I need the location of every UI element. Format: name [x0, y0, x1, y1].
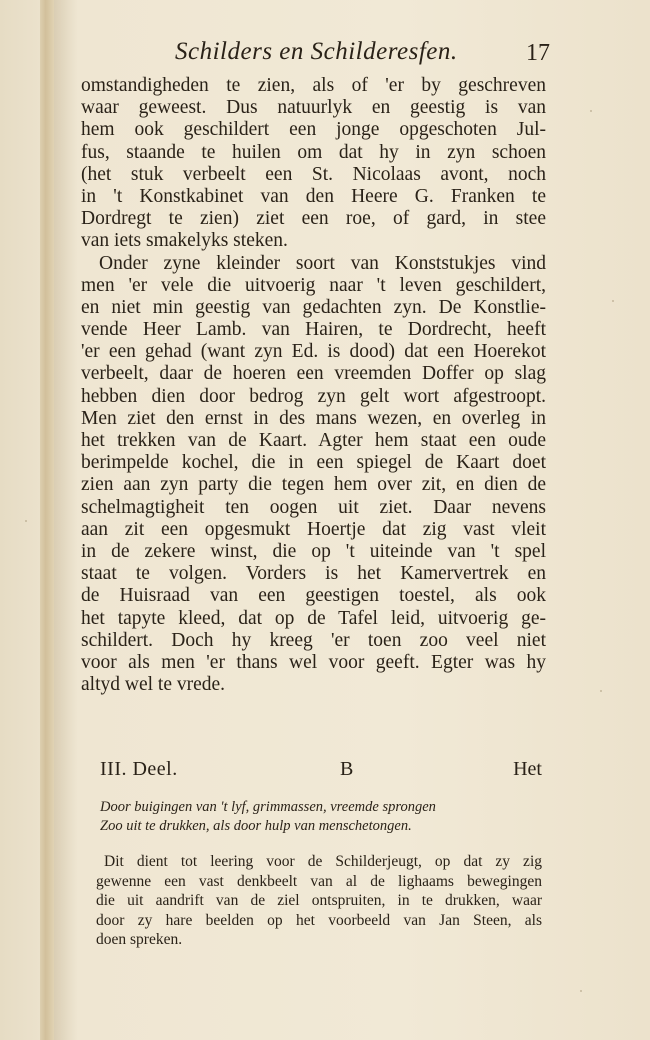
body-line: hebben dien door bedrog zyn gelt wort afgestroopt. [81, 385, 546, 407]
body-line: aan zit een opgesmukt Hoertje dat zig vast vleit [81, 518, 546, 540]
footnote-block [96, 852, 542, 950]
body-line: de Huisraad van een geestigen toestel, als ook [81, 585, 546, 607]
body-line: berimpelde kochel, die in een spiegel de Kaart doet [81, 452, 546, 474]
page-header [80, 38, 550, 68]
body-line: fus, staande te huilen om dat hy in zyn schoen [81, 141, 546, 163]
body-line: schelmagtigheit ten oogen uit ziet. Daar nevens [81, 496, 546, 518]
body-line: zien aan zyn party die tegen hem over zit, en dien de [81, 474, 546, 496]
paper-speck [580, 990, 582, 992]
body-line: altyd wel te vrede. [81, 674, 226, 696]
page-gutter [40, 0, 54, 1040]
body-line: hem ook geschildert een jonge opgeschoten Jul- [81, 119, 546, 141]
body-line: van iets smakelyks steken. [81, 230, 288, 252]
body-line: men 'er vele die uitvoerig naar 't leven geschildert, [81, 274, 546, 296]
paper-speck [590, 110, 592, 112]
footnote-line: Dit dient tot leering voor de Schilderjeugt, op dat zy zig [104, 853, 542, 870]
running-title: Schilders en Schilderesfen. [175, 38, 458, 65]
body-line: het tapyte kleed, dat op de Tafel leid, uitvoerig ge- [81, 607, 546, 629]
verse-line: Zoo uit te drukken, als door hulp van menschetongen. [100, 818, 412, 834]
body-text [81, 75, 546, 696]
footnote-line: doen spreken. [96, 931, 183, 948]
catchword: Het [513, 758, 542, 780]
footnote-line: door zy hare beelden op het voorbeeld van Jan Steen, als [96, 911, 542, 929]
footnote-line: gewenne een vast denkbeelt van al de lighaams bewegingen [96, 872, 542, 890]
body-line: staat te volgen. Vorders is het Kamervertrek en [81, 563, 546, 585]
body-line: verbeelt, daar de hoeren een vreemden Doffer op slag [81, 363, 546, 385]
body-line: schildert. Doch hy kreeg 'er toen zoo veel niet [81, 629, 546, 651]
signature-mark: B [340, 758, 354, 780]
body-line: (het stuk verbeelt een St. Nicolaas avont, noch [81, 163, 546, 185]
body-line: Onder zyne kleinder soort van Konststukjes vind [99, 252, 546, 274]
paper-speck [25, 520, 27, 522]
verse-line: Door buigingen van 't lyf, grimmassen, vreemde sprongen [100, 799, 436, 815]
body-line: het trekken van de Kaart. Agter hem staat een oude [81, 430, 546, 451]
verse-block [100, 798, 540, 836]
paper-speck [600, 690, 602, 692]
signature-line [100, 758, 542, 784]
body-line: vende Heer Lamb. van Hairen, te Dordrecht, heeft [81, 319, 546, 341]
gutter-shadow [54, 0, 78, 1040]
body-line: waar geweest. Dus natuurlyk en geestig is van [81, 97, 546, 119]
page-number: 17 [526, 40, 550, 66]
body-line: omstandigheden te zien, als of 'er by geschreven [81, 75, 546, 96]
body-line: en niet min geestig van gedachten zyn. De Konstlie- [81, 296, 546, 318]
volume-marker: III. Deel. [100, 758, 178, 780]
paper-speck [612, 300, 614, 302]
footnote-line: die uit aandrift van de ziel ontspruiten, in te drukken, waar [96, 892, 542, 909]
body-line: in de zekere winst, die op 't uiteinde van 't spel [81, 540, 546, 562]
body-line: Dordregt te zien) ziet een roe, of gard, in stee [81, 208, 546, 230]
body-line: Men ziet den ernst in des mans wezen, en overleg in [81, 407, 546, 429]
body-line: 'er een gehad (want zyn Ed. is dood) dat een Hoerekot [81, 341, 546, 363]
body-line: voor als men 'er thans wel voor geeft. Egter was hy [81, 651, 546, 673]
body-line: in 't Konstkabinet van den Heere G. Franken te [81, 185, 546, 207]
